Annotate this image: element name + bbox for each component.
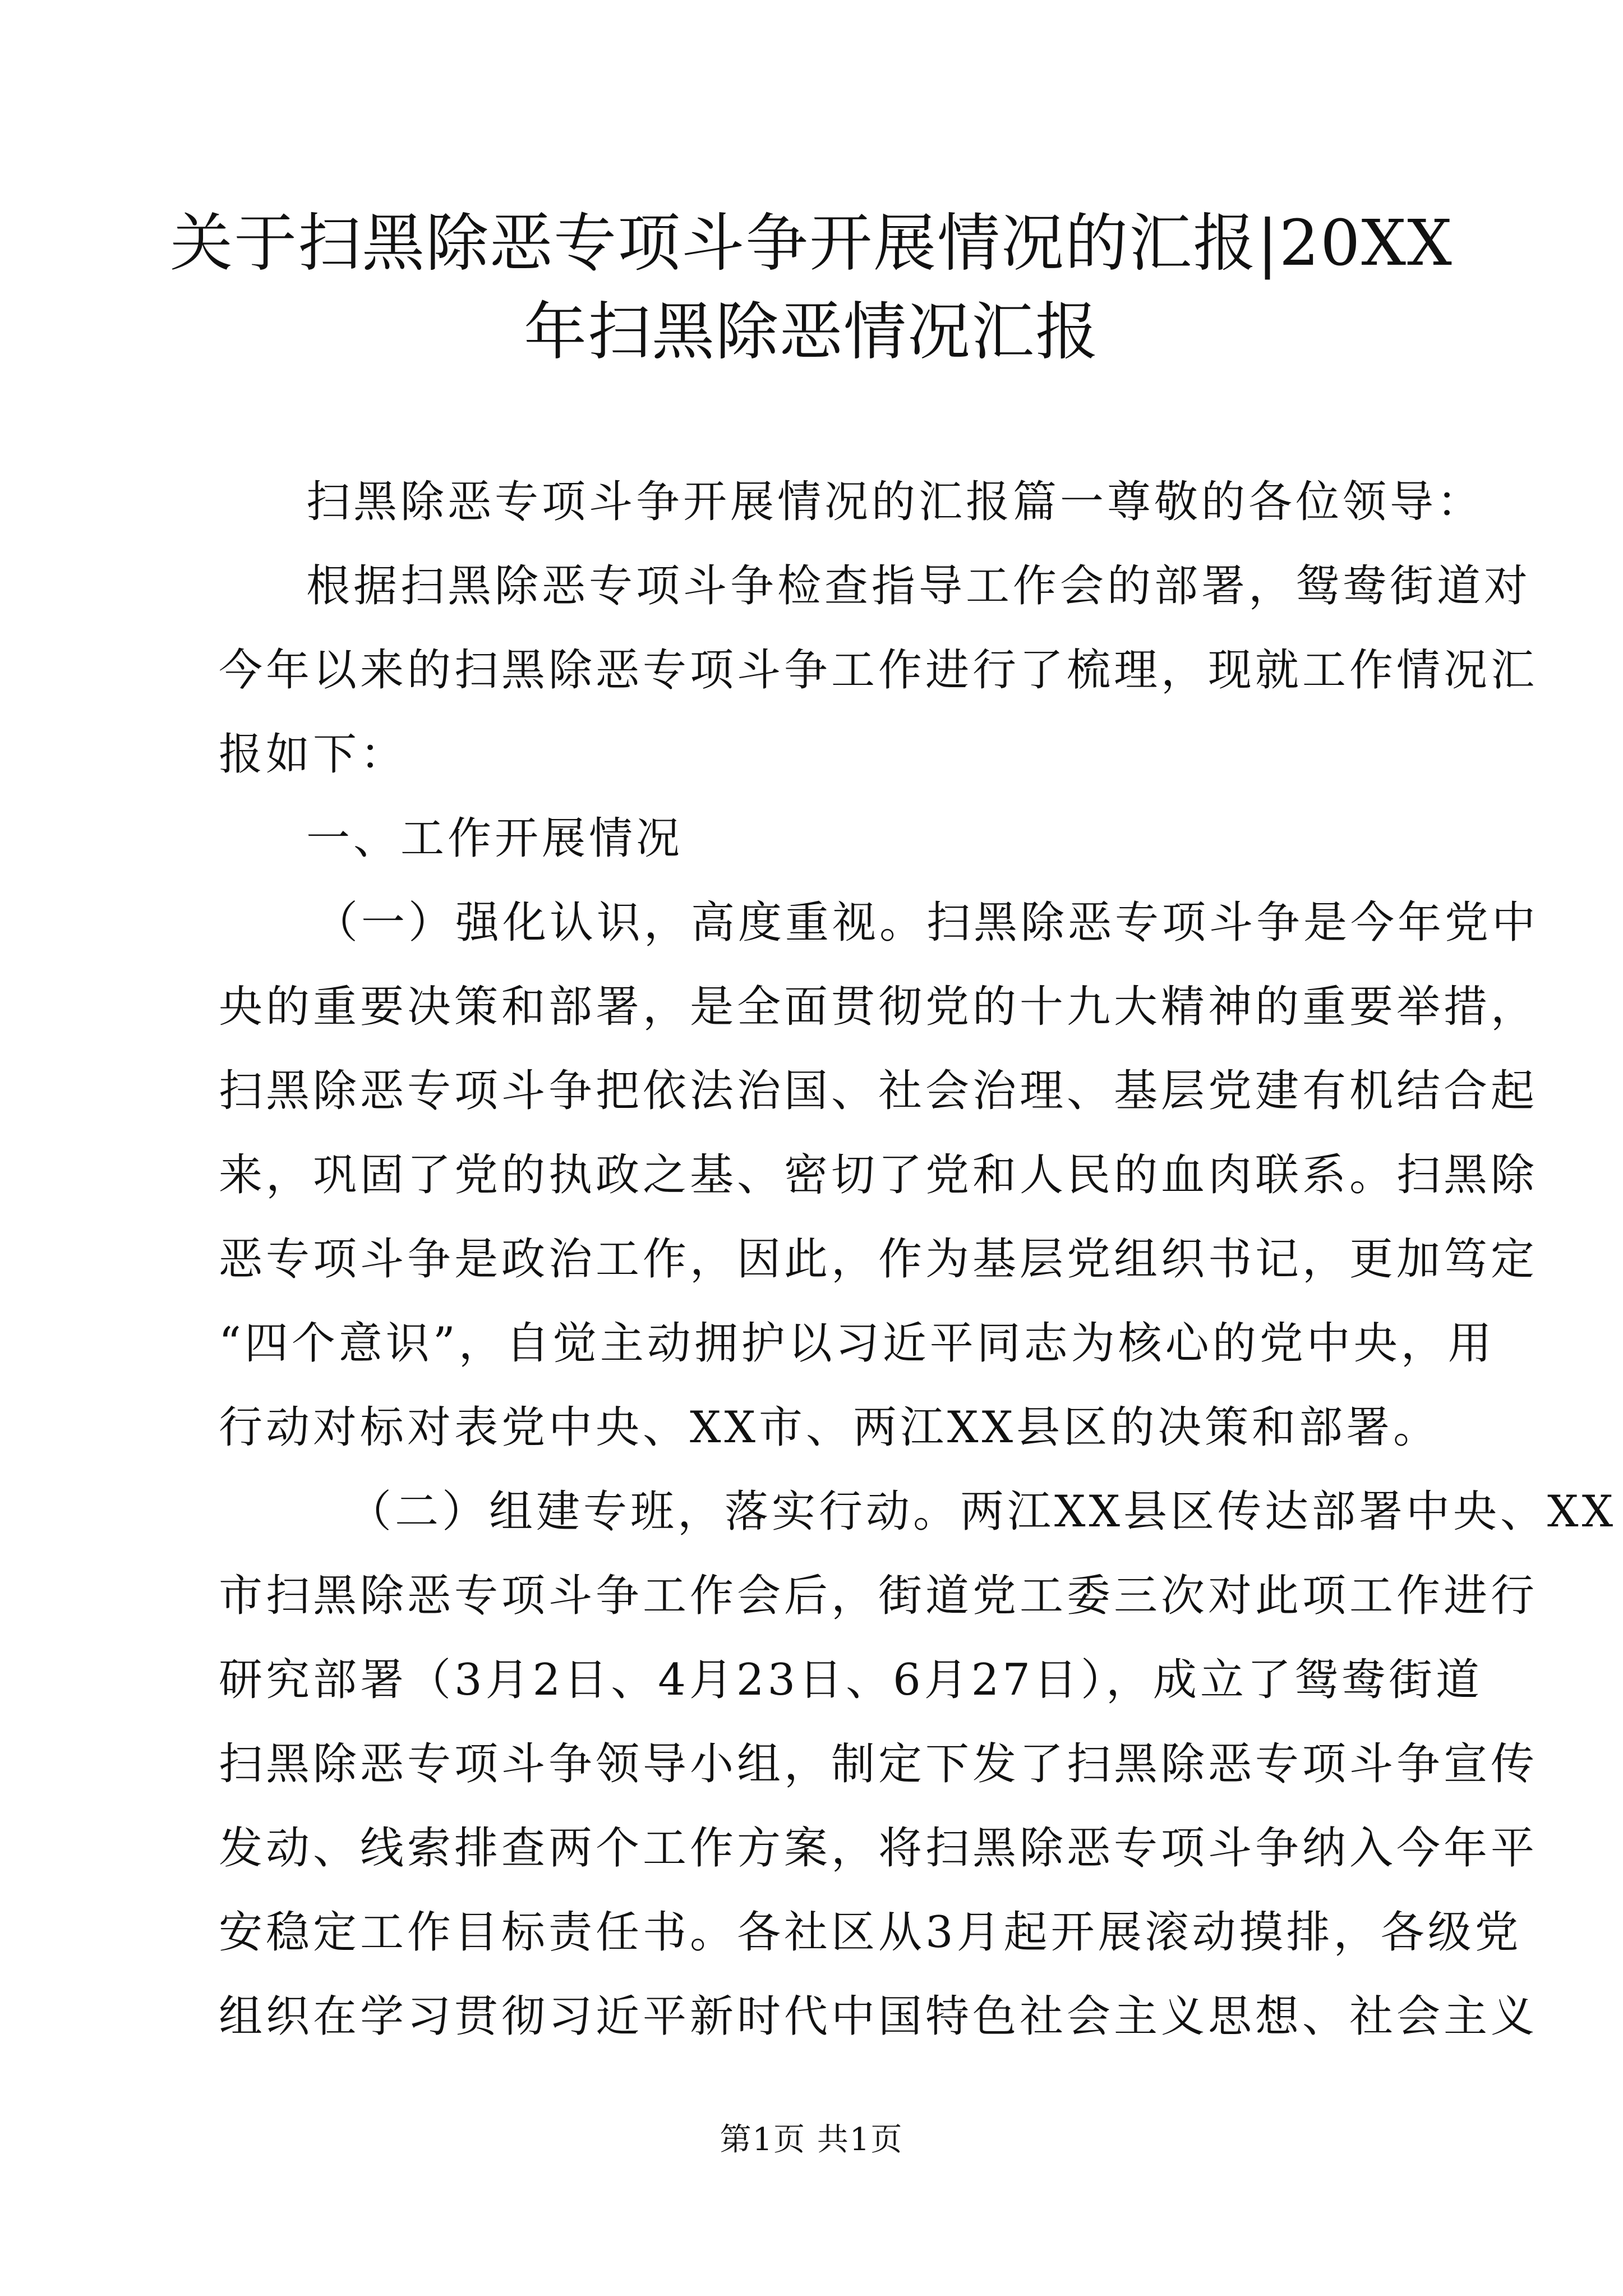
paragraph-line: 市扫黑除恶专项斗争工作会后，街道党工委三次对此项工作进行 [219,1571,1538,1621]
paragraph-line: 组织在学习贯彻习近平新时代中国特色社会主义思想、社会主义 [219,1991,1538,2042]
paragraph-line: 报如下： [219,729,408,780]
title-line-1: 关于扫黑除恶专项斗争开展情况的汇报|20XX [170,207,1453,280]
section-heading: 一、工作开展情况 [306,813,684,864]
salutation-line: 扫黑除恶专项斗争开展情况的汇报篇一尊敬的各位领导： [306,477,1484,527]
paragraph-line: 央的重要决策和部署，是全面贯彻党的十九大精神的重要举措， [219,982,1538,1032]
paragraph-line: 今年以来的扫黑除恶专项斗争工作进行了梳理，现就工作情况汇 [219,645,1538,696]
paragraph-line: 研究部署（3月2日、4月23日、6月27日），成立了鸳鸯街道 [219,1655,1483,1705]
paragraph-line: 扫黑除恶专项斗争领导小组，制定下发了扫黑除恶专项斗争宣传 [219,1739,1538,1789]
paragraph-line: 恶专项斗争是政治工作，因此，作为基层党组织书记，更加笃定 [219,1234,1538,1285]
paragraph-line: 根据扫黑除恶专项斗争检查指导工作会的部署，鸳鸯街道对 [306,561,1532,611]
paragraph-line: 行动对标对表党中央、XX市、两江XX县区的决策和部署。 [219,1402,1441,1453]
page-footer: 第1页 共1页 [720,2122,903,2158]
paragraph-line: “四个意识”，自觉主动拥护以习近平同志为核心的党中央，用 [219,1318,1495,1369]
document-title [168,199,1455,376]
paragraph-line: 安稳定工作目标责任书。各社区从3月起开展滚动摸排，各级党 [219,1907,1522,1958]
title-line-2: 年扫黑除恶情况汇报 [524,296,1099,369]
document-body [219,460,1617,2059]
paragraph-line: （二）组建专班，落实行动。两江XX县区传达部署中央、XX [348,1487,1617,1537]
paragraph-line: 来，巩固了党的执政之基、密切了党和人民的血肉联系。扫黑除 [219,1150,1538,1200]
paragraph-line: 发动、线索排查两个工作方案，将扫黑除恶专项斗争纳入今年平 [219,1823,1538,1874]
paragraph-line: 扫黑除恶专项斗争把依法治国、社会治理、基层党建有机结合起 [219,1066,1538,1116]
paragraph-line: （一）强化认识，高度重视。扫黑除恶专项斗争是今年党中 [314,898,1539,948]
